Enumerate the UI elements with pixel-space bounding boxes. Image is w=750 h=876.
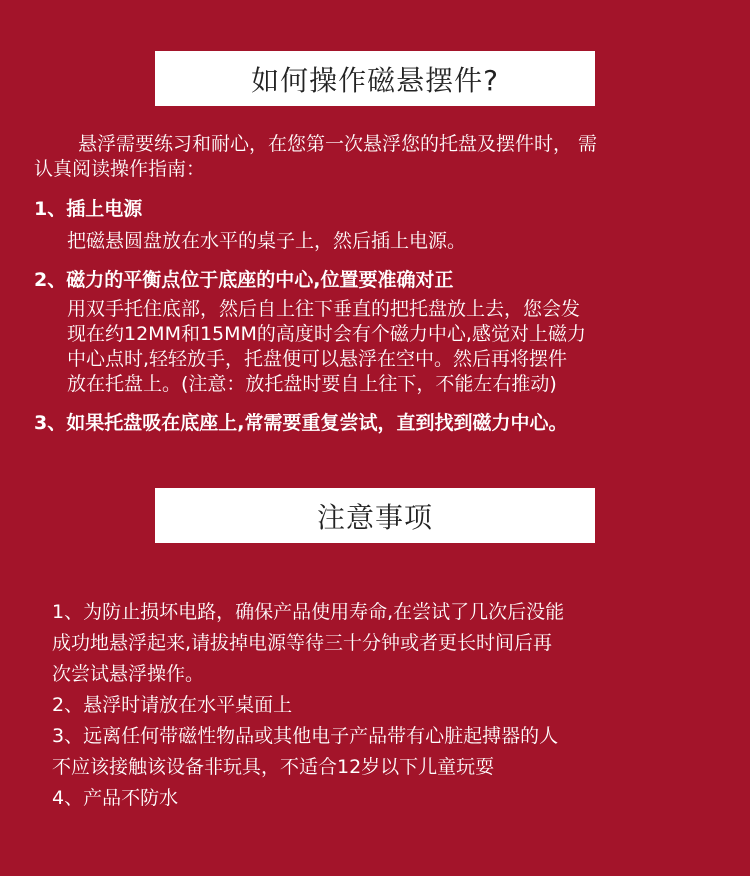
step-3-heading: 3、如果托盘吸在底座上,常需要重复尝试，直到找到磁力中心。 (34, 412, 568, 434)
precaution-line: 次尝试悬浮操作。 (52, 663, 205, 685)
precaution-line: 2、悬浮时请放在水平桌面上 (52, 694, 293, 716)
step-1-body: 把磁悬圆盘放在水平的桌子上，然后插上电源。 (67, 230, 467, 252)
intro-line-2: 认真阅读操作指南： (34, 158, 206, 180)
section-title-how-to-operate (155, 51, 595, 106)
intro-line-1: 悬浮需要练习和耐心，在您第一次悬浮您的托盘及摆件时， 需 (78, 133, 598, 155)
step-2-body (67, 297, 586, 397)
section-title-text: 注意事项 (316, 500, 433, 534)
precaution-line: 不应该接触该设备非玩具，不适合12岁以下儿童玩耍 (52, 756, 495, 778)
section-title-text: 如何操作磁悬摆件? (251, 63, 499, 97)
section-title-precautions (155, 488, 595, 543)
precaution-line: 1、为防止损坏电路，确保产品使用寿命,在尝试了几次后没能 (52, 601, 565, 623)
precaution-line: 3、远离任何带磁性物品或其他电子产品带有心脏起搏器的人 (52, 725, 559, 747)
precaution-line: 成功地悬浮起来,请拔掉电源等待三十分钟或者更长时间后再 (52, 632, 553, 654)
step-2-body-line: 放在托盘上。(注意：放托盘时要自上往下，不能左右推动) (67, 373, 557, 395)
precaution-line: 4、产品不防水 (52, 787, 179, 809)
precautions-list (52, 597, 564, 814)
step-1-heading: 1、插上电源 (34, 198, 143, 220)
step-2-body-line: 现在约12MM和15MM的高度时会有个磁力中心,感觉对上磁力 (67, 323, 586, 345)
step-2-body-line: 用双手托住底部，然后自上往下垂直的把托盘放上去，您会发 (67, 298, 581, 320)
step-2-body-line: 中心点时,轻轻放手，托盘便可以悬浮在空中。然后再将摆件 (67, 348, 568, 370)
step-2-heading: 2、磁力的平衡点位于底座的中心,位置要准确对正 (34, 269, 454, 291)
